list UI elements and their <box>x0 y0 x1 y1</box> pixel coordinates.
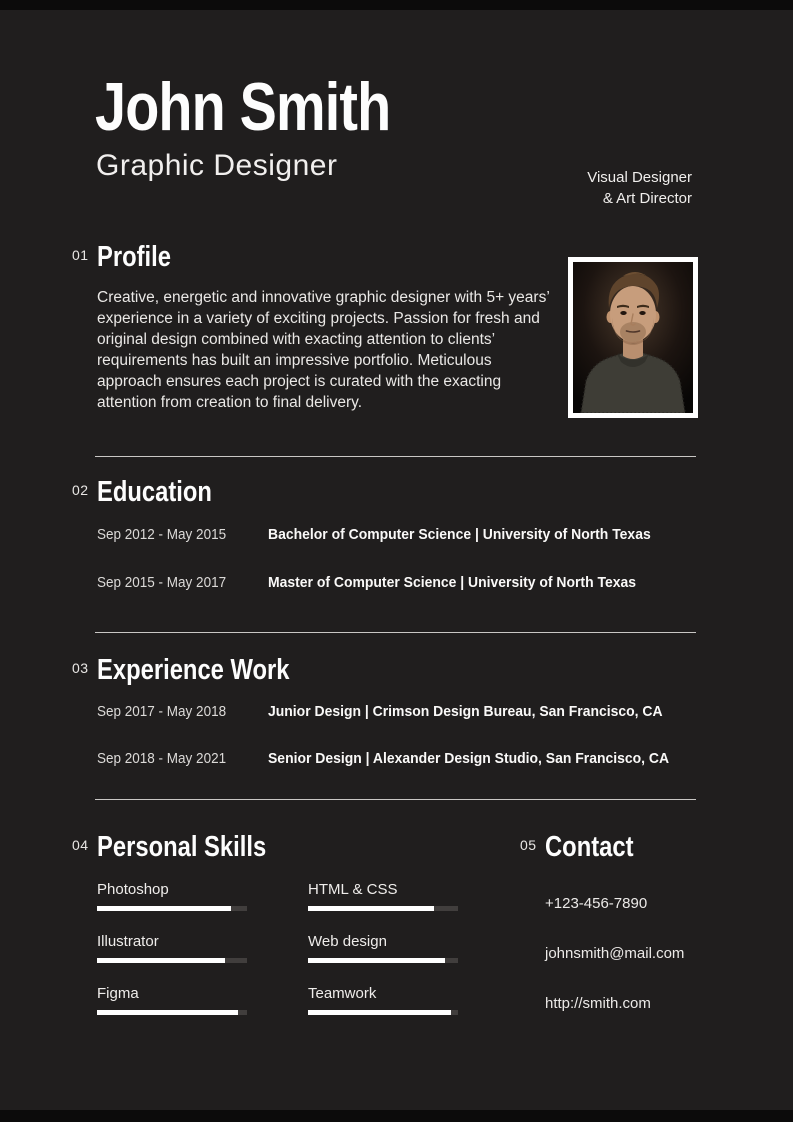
skill-bar-fill <box>97 1010 238 1015</box>
contact-section-number: 05 <box>520 837 537 853</box>
education-detail: Bachelor of Computer Science | University of North Texas <box>268 526 651 543</box>
experience-date: Sep 2017 - May 2018 <box>97 703 227 720</box>
contact-list <box>545 895 684 1045</box>
experience-detail: Junior Design | Crimson Design Bureau, San Francisco, CA <box>268 703 663 720</box>
education-row <box>97 574 717 592</box>
skill-label: HTML & CSS <box>308 881 398 898</box>
divider-1 <box>95 456 696 457</box>
skill-label: Illustrator <box>97 933 159 950</box>
education-heading: 02 Education <box>72 476 212 508</box>
skill-bar-fill <box>308 906 434 911</box>
skill-bar-fill <box>97 958 225 963</box>
tagline-line-1: Visual Designer <box>587 169 692 186</box>
skill-label: Web design <box>308 933 387 950</box>
skill-bar-track <box>97 958 247 963</box>
skill-bar-track <box>308 906 458 911</box>
skill-item <box>97 933 247 963</box>
experience-row <box>97 750 717 768</box>
job-title: Graphic Designer <box>96 149 338 182</box>
education-detail: Master of Computer Science | University of North Texas <box>268 574 636 591</box>
skill-bar-fill <box>97 906 231 911</box>
tagline-line-2: & Art Director <box>602 190 692 207</box>
skill-bar-fill <box>308 1010 451 1015</box>
skills-section-number: 04 <box>72 837 89 853</box>
education-date: Sep 2012 - May 2015 <box>97 526 227 543</box>
skill-bar-track <box>97 1010 247 1015</box>
divider-3 <box>95 799 696 800</box>
skill-bar-track <box>308 1010 458 1015</box>
portrait-photo <box>568 257 698 418</box>
skill-label: Photoshop <box>97 881 169 898</box>
skill-label: Figma <box>97 985 139 1002</box>
experience-heading: 03 Experience Work <box>72 654 290 686</box>
divider-2 <box>95 632 696 633</box>
top-edge-bar <box>0 0 793 10</box>
experience-section-number: 03 <box>72 660 89 676</box>
skills-heading: 04 Personal Skills <box>72 831 267 863</box>
person-name: John Smith <box>95 69 391 145</box>
skills-grid <box>97 881 458 1037</box>
experience-detail: Senior Design | Alexander Design Studio, San Francisco, CA <box>268 750 670 767</box>
contact-email: johnsmith@mail.com <box>545 945 685 962</box>
skill-item <box>308 985 458 1015</box>
profile-text: Creative, energetic and innovative graphic designer with 5+ years’ experience in a variety of exciting projects. Passion for fresh and original design combined with exacting attention to clients’ requirements has built an impressive portfolio. Meticulous approach ensures each project is curated with the exacting attention from creation to final delivery. <box>97 289 550 411</box>
skill-item <box>308 881 458 911</box>
skill-item <box>97 985 247 1015</box>
skill-item <box>97 881 247 911</box>
contact-heading: 05 Contact <box>520 831 634 863</box>
profile-heading: 01 Profile <box>72 241 172 273</box>
skill-item <box>308 933 458 963</box>
profile-section-number: 01 <box>72 247 89 263</box>
education-section-number: 02 <box>72 482 89 498</box>
skill-label: Teamwork <box>308 985 377 1002</box>
experience-row <box>97 703 717 721</box>
tagline <box>587 167 692 209</box>
contact-website: http://smith.com <box>545 995 651 1012</box>
experience-date: Sep 2018 - May 2021 <box>97 750 227 767</box>
education-date: Sep 2015 - May 2017 <box>97 574 227 591</box>
skill-bar-track <box>308 958 458 963</box>
contact-phone: +123-456-7890 <box>545 895 648 912</box>
education-row <box>97 526 717 544</box>
skill-bar-track <box>97 906 247 911</box>
bottom-edge-bar <box>0 1110 793 1122</box>
skill-bar-fill <box>308 958 445 963</box>
portrait-illustration <box>573 262 693 413</box>
